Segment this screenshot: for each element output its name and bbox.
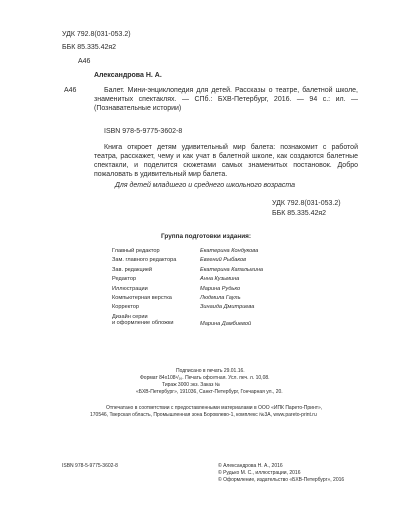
- staff-role: Компьютерная верстка: [112, 295, 172, 301]
- staff-title: Группа подготовки издания:: [161, 233, 252, 240]
- staff-role: Корректор: [112, 304, 139, 311]
- copyright-author: © Александрова Н. А., 2016: [218, 463, 283, 469]
- footer-isbn: ISBN 978-5-9775-3602-8: [62, 463, 118, 469]
- staff-name: Евгений Рыбаков: [200, 257, 247, 264]
- staff-name: Марина Рудько: [200, 285, 241, 292]
- author-mark: А46: [78, 58, 91, 65]
- entry-code: А46: [64, 87, 77, 94]
- printer-line-2: 170546, Тверская область, Промышленная зона Боровлево-1, комплекс №3А, www.pareto-print.ru: [90, 412, 317, 418]
- udk-code-right: УДК 792.8(031-053.2): [272, 200, 341, 207]
- staff-name: Марина Дамбиевой: [200, 320, 252, 327]
- staff-name: Екатерина Кондукова: [200, 248, 259, 254]
- entry-description: Балет. Мини-энциклопедия для детей. Рассказы о театре, балетной школе, знаменитых спектаклях. — СПб.: БХВ-Петербург, 2016. — 94 с.: ил. — (Познавательные истории): [94, 87, 358, 112]
- bbk-code: ББК 85.335.42я2: [62, 44, 117, 51]
- staff-row: [112, 267, 342, 276]
- staff-row: [112, 304, 342, 313]
- staff-role: Главный редактор: [112, 248, 160, 254]
- annotation: Книга откроет детям удивительный мир балета: познакомит с работой театра, расскажет, чему и как учат в балетной школе, как создаются балетные спектакли, и поделится сюжетами самых знаменитых постановок. Добро пожаловать в удивительный мир балета.: [94, 144, 358, 178]
- staff-name: Зинаида Дмитриева: [200, 304, 255, 311]
- print-run: Тираж 3000 экз. Заказ №: [162, 382, 221, 388]
- publisher-address: «БХВ-Петербург», 191036, Санкт-Петербург, Гончарная ул., 20.: [136, 389, 283, 395]
- print-format: Формат 84х108¹/₁₆. Печать офсетная. Усл. печ. л. 10,08.: [140, 375, 270, 381]
- staff-role: Иллюстрации: [112, 285, 148, 292]
- author-name: Александрова Н. А.: [94, 72, 162, 79]
- staff-role: Зав. редакцией: [112, 266, 153, 273]
- staff-role: Зам. главного редактора: [112, 257, 177, 264]
- staff-row: [112, 314, 342, 328]
- staff-role: Дизайн серии и оформление обложки: [112, 313, 174, 327]
- audience-note: Для детей младшего и среднего школьного возраста: [115, 182, 296, 189]
- bbk-code-right: ББК 85.335.42я2: [272, 210, 327, 217]
- staff-row: [112, 248, 342, 257]
- staff-name: Екатерина Капалыгина: [200, 266, 264, 273]
- staff-row: [112, 276, 342, 285]
- copyright-illustrations: © Рудько М. С., иллюстрации, 2016: [218, 470, 301, 476]
- staff-row: [112, 257, 342, 266]
- udk-code: УДК 792.8(031-053.2): [62, 31, 131, 38]
- isbn-line: ISBN 978-5-9775-3602-8: [104, 128, 183, 135]
- staff-row: [112, 286, 342, 295]
- staff-name: Анна Кузьмина: [200, 276, 240, 283]
- staff-name: Людмила Гауль: [200, 295, 241, 301]
- staff-row: [112, 295, 342, 304]
- print-signed: Подписано в печать 29.01.16.: [176, 368, 245, 374]
- printer-line-1: Отпечатано в соответствии с предоставленными материалами в ООО «ИПК Парето-Принт»,: [106, 405, 323, 411]
- staff-role: Редактор: [112, 276, 137, 283]
- copyright-publisher: © Оформление, издательство «БХВ-Петербург», 2016: [218, 477, 345, 483]
